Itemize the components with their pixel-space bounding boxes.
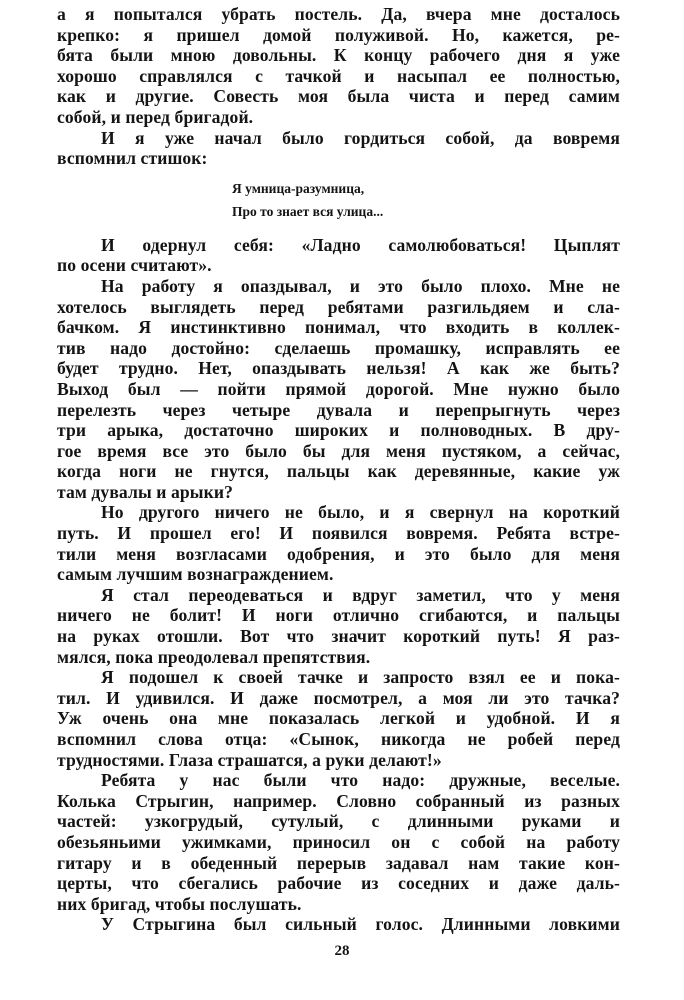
text-line: И я уже начал было гордиться собой, да вовремя: [101, 127, 620, 148]
text-line: по осени считают».: [57, 255, 212, 276]
text-line: церты, что сбегались рабочие из соседних и даже даль-: [57, 873, 620, 894]
paragraph: [57, 585, 620, 667]
poem-line: Я умница-разумница,: [232, 180, 365, 196]
text-line: У Стрыгина был сильный голос. Длинными ловкими: [101, 914, 620, 935]
text-line: тив надо достойно: сделаешь промашку, исправлять ее: [57, 337, 620, 358]
text-line: на руках отошли. Вот что значит короткий путь! Я раз-: [57, 626, 620, 647]
text-line: там дувалы и арыки?: [57, 481, 234, 502]
text-line: ничего не болит! И ноги отлично сгибаются, и пальцы: [57, 605, 620, 626]
text-line: бачком. Я инстинктивно понимал, что входить в коллек-: [57, 317, 620, 338]
paragraph: [57, 914, 620, 935]
book-page-text: [57, 4, 620, 935]
text-line: хорошо справлялся с тачкой и насыпал ее полностью,: [57, 65, 620, 86]
text-line: путь. И прошел его! И появился вовремя. Ребята встре-: [57, 523, 620, 544]
text-line: Но другого ничего не было, и я свернул на короткий: [101, 502, 620, 523]
text-line: а я попытался убрать постель. Да, вчера мне досталось: [57, 4, 620, 24]
text-line: трудностями. Глаза страшатся, а руки делают!»: [57, 749, 442, 770]
text-line: На работу я опаздывал, и это было плохо. Мне не: [101, 275, 620, 296]
text-line: крепко: я пришел домой полуживой. Но, кажется, ре-: [57, 24, 620, 45]
text-line: частей: узкогрудый, сутулый, с длинными руками и: [57, 811, 620, 832]
page-number: 28: [334, 943, 350, 959]
paragraph: [57, 4, 620, 128]
paragraph: [57, 502, 620, 584]
text-line: мялся, пока преодолевал препятствия.: [57, 646, 371, 667]
text-line: три арыка, достаточно широких и полноводных. В дру-: [57, 420, 620, 441]
text-line: Колька Стрыгин, например. Словно собранный из разных: [57, 790, 620, 811]
text-line: Уж очень она мне показалась легкой и удобной. И я: [57, 708, 620, 729]
poem-quote: [57, 177, 620, 223]
text-line: Я стал переодеваться и вдруг заметил, что у меня: [101, 584, 620, 605]
text-line: вспомнил слова отца: «Сынок, никогда не робей перед: [57, 729, 620, 749]
text-line: перелезть через четыре дувала и перепрыгнуть через: [57, 399, 620, 420]
text-line: вспомнил стишок:: [57, 148, 208, 169]
poem-line: Про то знает вся улица...: [232, 203, 384, 219]
text-line: Выход был — пойти прямой дорогой. Мне нужно было: [57, 378, 620, 399]
text-line: И одернул себя: «Ладно самолюбоваться! Цыплят: [101, 234, 620, 255]
text-line: бята были мною довольны. К концу рабочего дня я уже: [57, 45, 620, 66]
paragraph: [57, 128, 620, 169]
text-line: гитару и в обеденный перерыв задавал нам такие кон-: [57, 852, 620, 873]
paragraph: [57, 235, 620, 276]
text-line: них бригад, чтобы послушать.: [57, 893, 302, 914]
text-line: самым лучшим вознаграждением.: [57, 564, 334, 585]
text-line: собой, и перед бригадой.: [57, 106, 254, 127]
text-line: тили меня возгласами одобрения, и это было для меня: [57, 543, 620, 564]
paragraph: [57, 276, 620, 503]
text-line: тил. И удивился. И даже посмотрел, а моя ли это тачка?: [57, 687, 620, 708]
paragraph: [57, 667, 620, 770]
text-line: будет трудно. Нет, опаздывать нельзя! А как же быть?: [57, 358, 620, 379]
text-line: гое время все это было бы для меня пустяком, а сейчас,: [57, 440, 620, 461]
text-line: Я подошел к своей тачке и запросто взял ее и пока-: [101, 667, 620, 688]
text-line: Ребята у нас были что надо: дружные, веселые.: [101, 770, 620, 791]
text-line: когда ноги не гнутся, пальцы как деревянные, какие уж: [57, 461, 620, 482]
text-line: хотелось выглядеть перед ребятами разгильдяем и сла-: [57, 296, 620, 317]
paragraph: [57, 770, 620, 914]
text-line: обезьяньими ужимками, приносил он с собой на работу: [57, 831, 620, 852]
text-line: как и другие. Совесть моя была чиста и перед самим: [57, 86, 620, 107]
